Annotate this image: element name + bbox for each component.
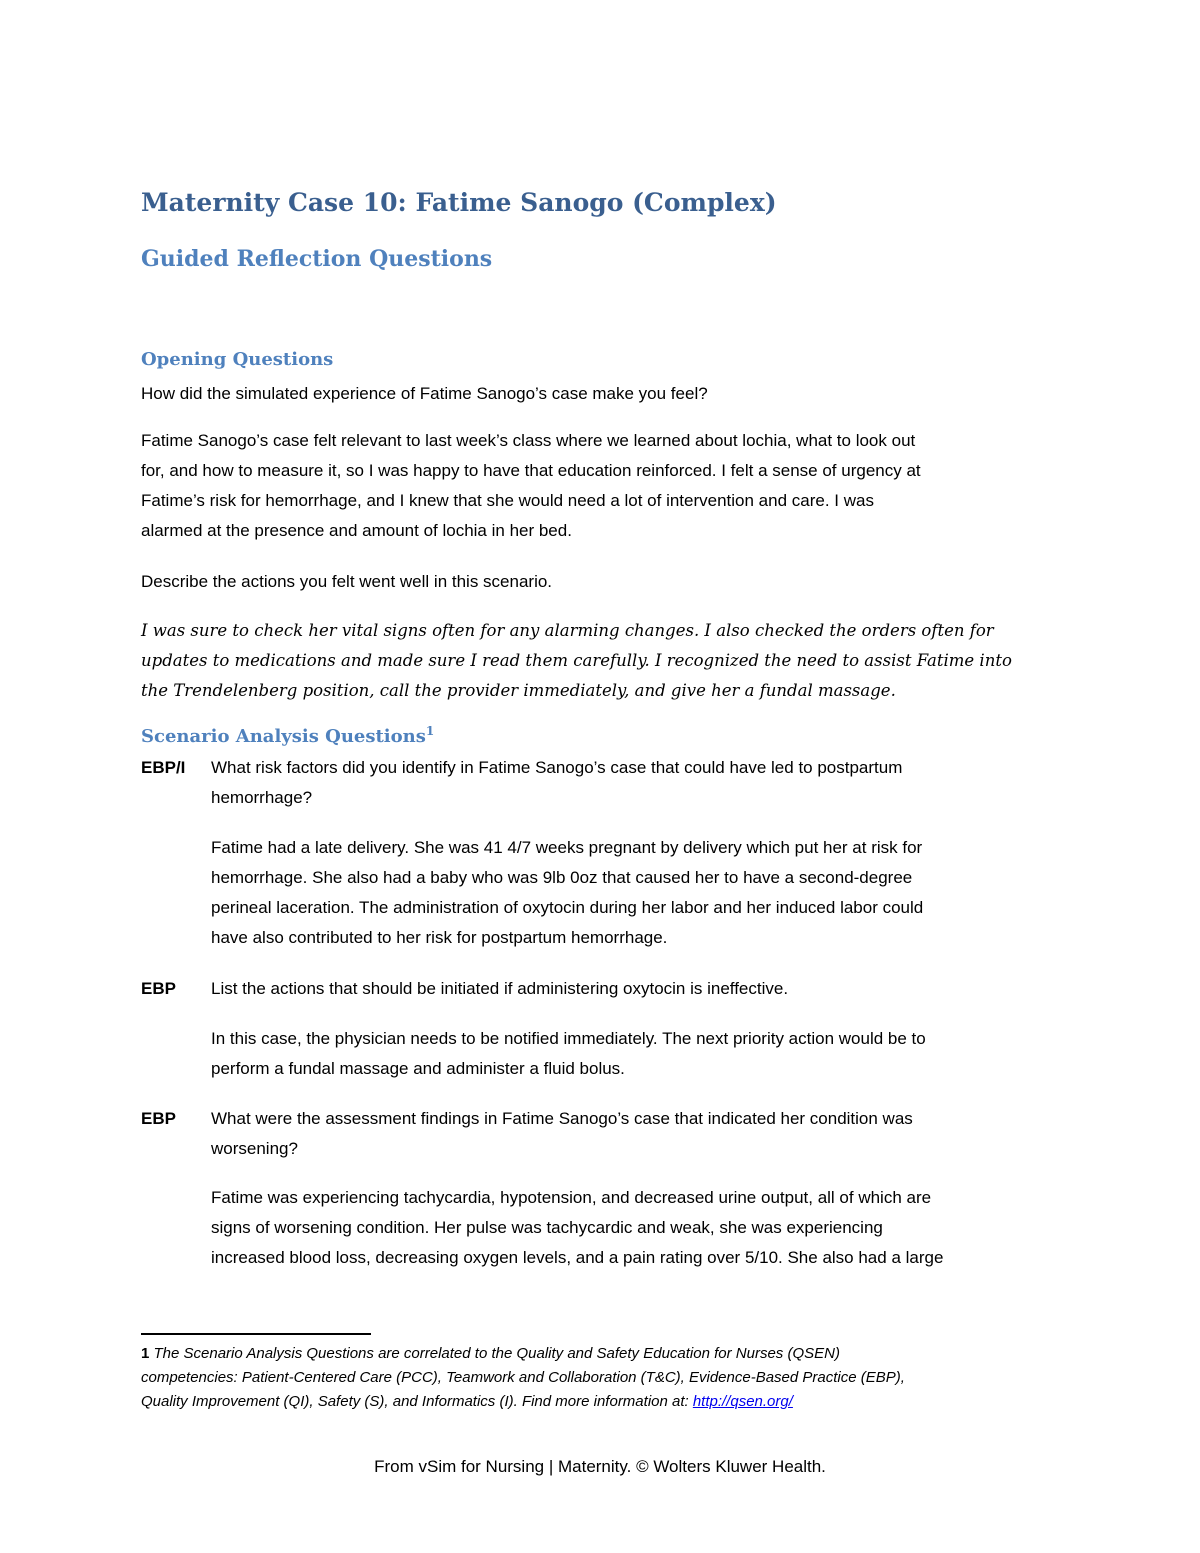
footnote-separator [141, 1333, 371, 1335]
answer-line: updates to medications and made sure I read them carefully. I recognized the need to assist Fatime into [141, 651, 1012, 670]
footnote-number: 1 [141, 1345, 150, 1362]
competency-code: EBP/I [141, 758, 186, 777]
opening-answer-1 [141, 426, 1061, 546]
answer-line: Fatime Sanogo’s case felt relevant to last week’s class where we learned about lochia, what to look out [141, 431, 916, 450]
opening-answer-2 [141, 616, 1061, 706]
competency-code: EBP [141, 979, 176, 998]
footnote-line: competencies: Patient-Centered Care (PCC), Teamwork and Collaboration (T&C), Evidence-Based Practice (EBP), [141, 1369, 905, 1386]
question-line: What risk factors did you identify in Fatime Sanogo’s case that could have led to postpartum [211, 758, 903, 777]
opening-question-2 [141, 567, 1061, 597]
document-subtitle: Guided Reflection Questions [141, 246, 493, 272]
footnote-text: The Scenario Analysis Questions are correlated to the Quality and Safety Education for Nurses (QSEN) [153, 1345, 840, 1362]
question-line: worsening? [211, 1139, 298, 1158]
answer-line: the Trendelenberg position, call the provider immediately, and give her a fundal massage. [141, 681, 896, 700]
question-line: hemorrhage? [211, 788, 313, 807]
answer-line: increased blood loss, decreasing oxygen levels, and a pain rating over 5/10. She also had a large [211, 1248, 944, 1267]
answer-line: hemorrhage. She also had a baby who was 9lb 0oz that caused her to have a second-degree [211, 868, 913, 887]
answer-line: perineal laceration. The administration of oxytocin during her labor and her induced labor could [211, 898, 924, 917]
answer-line: perform a fundal massage and administer a fluid bolus. [211, 1059, 625, 1078]
scenario-question-3 [211, 1104, 1071, 1164]
answer-line: I was sure to check her vital signs often for any alarming changes. I also checked the orders often for [141, 621, 994, 640]
question-line: What were the assessment findings in Fatime Sanogo’s case that indicated her condition was [211, 1109, 913, 1128]
scenario-answer-1 [211, 833, 1071, 953]
answer-line: Fatime had a late delivery. She was 41 4/7 weeks pregnant by delivery which put her at risk for [211, 838, 923, 857]
question-text: How did the simulated experience of Fatime Sanogo’s case make you feel? [141, 384, 708, 403]
scenario-heading-text: Scenario Analysis Questions [141, 726, 426, 747]
scenario-answer-3 [211, 1183, 1071, 1273]
question-line: List the actions that should be initiated if administering oxytocin is ineffective. [211, 979, 789, 998]
answer-line: Fatime was experiencing tachycardia, hypotension, and decreased urine output, all of which are [211, 1188, 932, 1207]
answer-line: signs of worsening condition. Her pulse was tachycardic and weak, she was experiencing [211, 1218, 883, 1237]
opening-questions-heading: Opening Questions [141, 349, 334, 370]
competency-code: EBP [141, 1109, 176, 1128]
scenario-answer-2 [211, 1024, 1071, 1084]
footnote-reference[interactable]: 1 [425, 724, 435, 738]
answer-line: In this case, the physician needs to be notified immediately. The next priority action would be to [211, 1029, 926, 1048]
footnote-line [141, 1390, 1081, 1414]
answer-line: have also contributed to her risk for postpartum hemorrhage. [211, 928, 668, 947]
scenario-question-1 [211, 753, 1071, 813]
page-footer: From vSim for Nursing | Maternity. © Wolters Kluwer Health. [374, 1457, 826, 1476]
footnote-text: Quality Improvement (QI), Safety (S), and Informatics (I). Find more information at: [141, 1393, 693, 1410]
opening-question-1 [141, 379, 1061, 409]
qsen-link[interactable]: http://qsen.org/ [692, 1393, 793, 1410]
scenario-analysis-heading [141, 724, 434, 747]
scenario-question-2 [211, 974, 1071, 1004]
answer-line: Fatime’s risk for hemorrhage, and I knew that she would need a lot of intervention and care. I was [141, 491, 874, 510]
answer-line: alarmed at the presence and amount of lochia in her bed. [141, 521, 572, 540]
document-title: Maternity Case 10: Fatime Sanogo (Complex) [141, 188, 777, 217]
answer-line: for, and how to measure it, so I was happy to have that education reinforced. I felt a sense of urgency at [141, 461, 921, 480]
footnote [141, 1342, 1081, 1414]
footnote-line [141, 1342, 1081, 1366]
question-text: Describe the actions you felt went well in this scenario. [141, 572, 553, 591]
